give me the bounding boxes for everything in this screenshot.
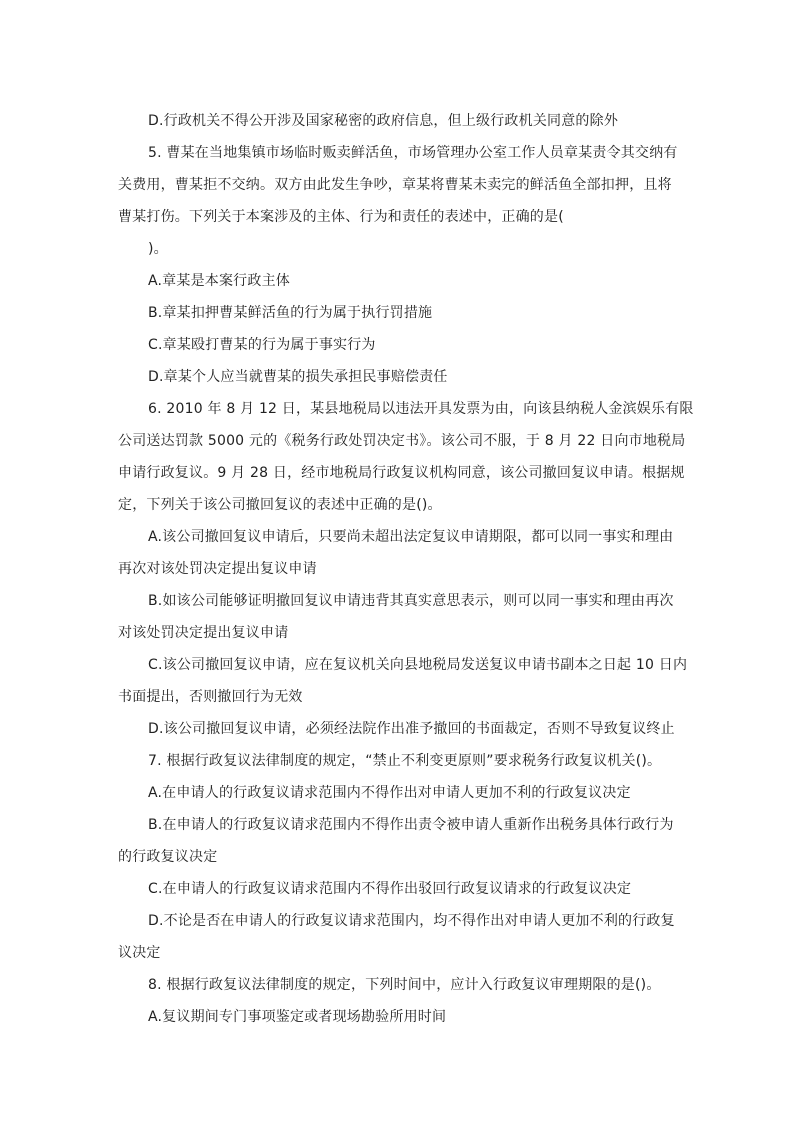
text-line: A.复议期间专门事项鉴定或者现场勘验所用时间 [148, 1009, 447, 1025]
paragraph [118, 745, 688, 777]
text-line: B.章某扣押曹某鲜活鱼的行为属于执行罚措施 [148, 305, 433, 321]
text-line: A.章某是本案行政主体 [148, 273, 290, 289]
text-line: 的行政复议决定 [118, 849, 218, 865]
text-line: D.不论是否在申请人的行政复议请求范围内，均不得作出对申请人更加不利的行政复 [148, 913, 675, 929]
text-line: C.在申请人的行政复议请求范围内不得作出驳回行政复议请求的行政复议决定 [148, 881, 632, 897]
paragraph [118, 585, 688, 649]
text-line: D.章某个人应当就曹某的损失承担民事赔偿责任 [148, 369, 448, 385]
document-body [118, 105, 694, 1033]
paragraph [118, 713, 688, 745]
text-line: C.该公司撤回复议申请，应在复议机关向县地税局发送复议申请书副本之日起 10 日内 [148, 657, 688, 673]
text-line: 议决定 [118, 945, 161, 961]
text-line: 公司送达罚款 5000 元的《税务行政处罚决定书》。该公司不服，于 8 月 22 日向市地税局 [118, 433, 686, 449]
text-line: 6. 2010 年 8 月 12 日，某县地税局以违法开具发票为由，向该县纳税人金滨娱乐有限 [148, 401, 694, 417]
text-line: 7. 根据行政复议法律制度的规定，“禁止不利变更原则”要求税务行政复议机关()。 [148, 753, 662, 769]
text-line: A.该公司撤回复议申请后，只要尚未超出法定复议申请期限，都可以同一事实和理由 [148, 529, 674, 545]
text-line: C.章某殴打曹某的行为属于事实行为 [148, 337, 376, 353]
paragraph [118, 297, 688, 329]
text-line: B.如该公司能够证明撤回复议申请违背其真实意思表示，则可以同一事实和理由再次 [148, 593, 674, 609]
paragraph [118, 873, 688, 905]
text-line: 书面提出，否则撤回行为无效 [118, 689, 303, 705]
paragraph [118, 105, 688, 137]
paragraph [118, 265, 688, 297]
text-line: 曹某打伤。下列关于本案涉及的主体、行为和责任的表述中，正确的是( [118, 209, 564, 225]
paragraph [118, 777, 688, 809]
text-line: 关费用，曹某拒不交纳。双方由此发生争吵，章某将曹某未卖完的鲜活鱼全部扣押，且将 [118, 177, 672, 193]
paragraph [118, 521, 688, 585]
paragraph [118, 361, 688, 393]
text-line: 5. 曹某在当地集镇市场临时贩卖鲜活鱼，市场管理办公室工作人员章某责令其交纳有 [148, 145, 678, 161]
text-line: D.该公司撤回复议申请，必须经法院作出准予撤回的书面裁定，否则不导致复议终止 [148, 721, 675, 737]
paragraph [118, 329, 688, 361]
paragraph [118, 809, 688, 873]
paragraph [118, 1001, 688, 1033]
paragraph [118, 393, 694, 521]
paragraph [118, 233, 688, 265]
text-line: 申请行政复议。9 月 28 日，经市地税局行政复议机构同意，该公司撤回复议申请。根据规 [118, 465, 685, 481]
text-line: D.行政机关不得公开涉及国家秘密的政府信息，但上级行政机关同意的除外 [148, 113, 619, 129]
paragraph [118, 905, 688, 969]
paragraph [118, 969, 688, 1001]
text-line: 定，下列关于该公司撤回复议的表述中正确的是()。 [118, 497, 442, 513]
text-line: 再次对该处罚决定提出复议申请 [118, 561, 317, 577]
text-line: B.在申请人的行政复议请求范围内不得作出责令被申请人重新作出税务具体行政行为 [148, 817, 674, 833]
text-line: 8. 根据行政复议法律制度的规定，下列时间中，应计入行政复议审理期限的是()。 [148, 977, 661, 993]
text-line: 对该处罚决定提出复议申请 [118, 625, 289, 641]
text-line: )。 [148, 241, 168, 257]
text-line: A.在申请人的行政复议请求范围内不得作出对申请人更加不利的行政复议决定 [148, 785, 631, 801]
paragraph [118, 137, 688, 233]
paragraph [118, 649, 688, 713]
